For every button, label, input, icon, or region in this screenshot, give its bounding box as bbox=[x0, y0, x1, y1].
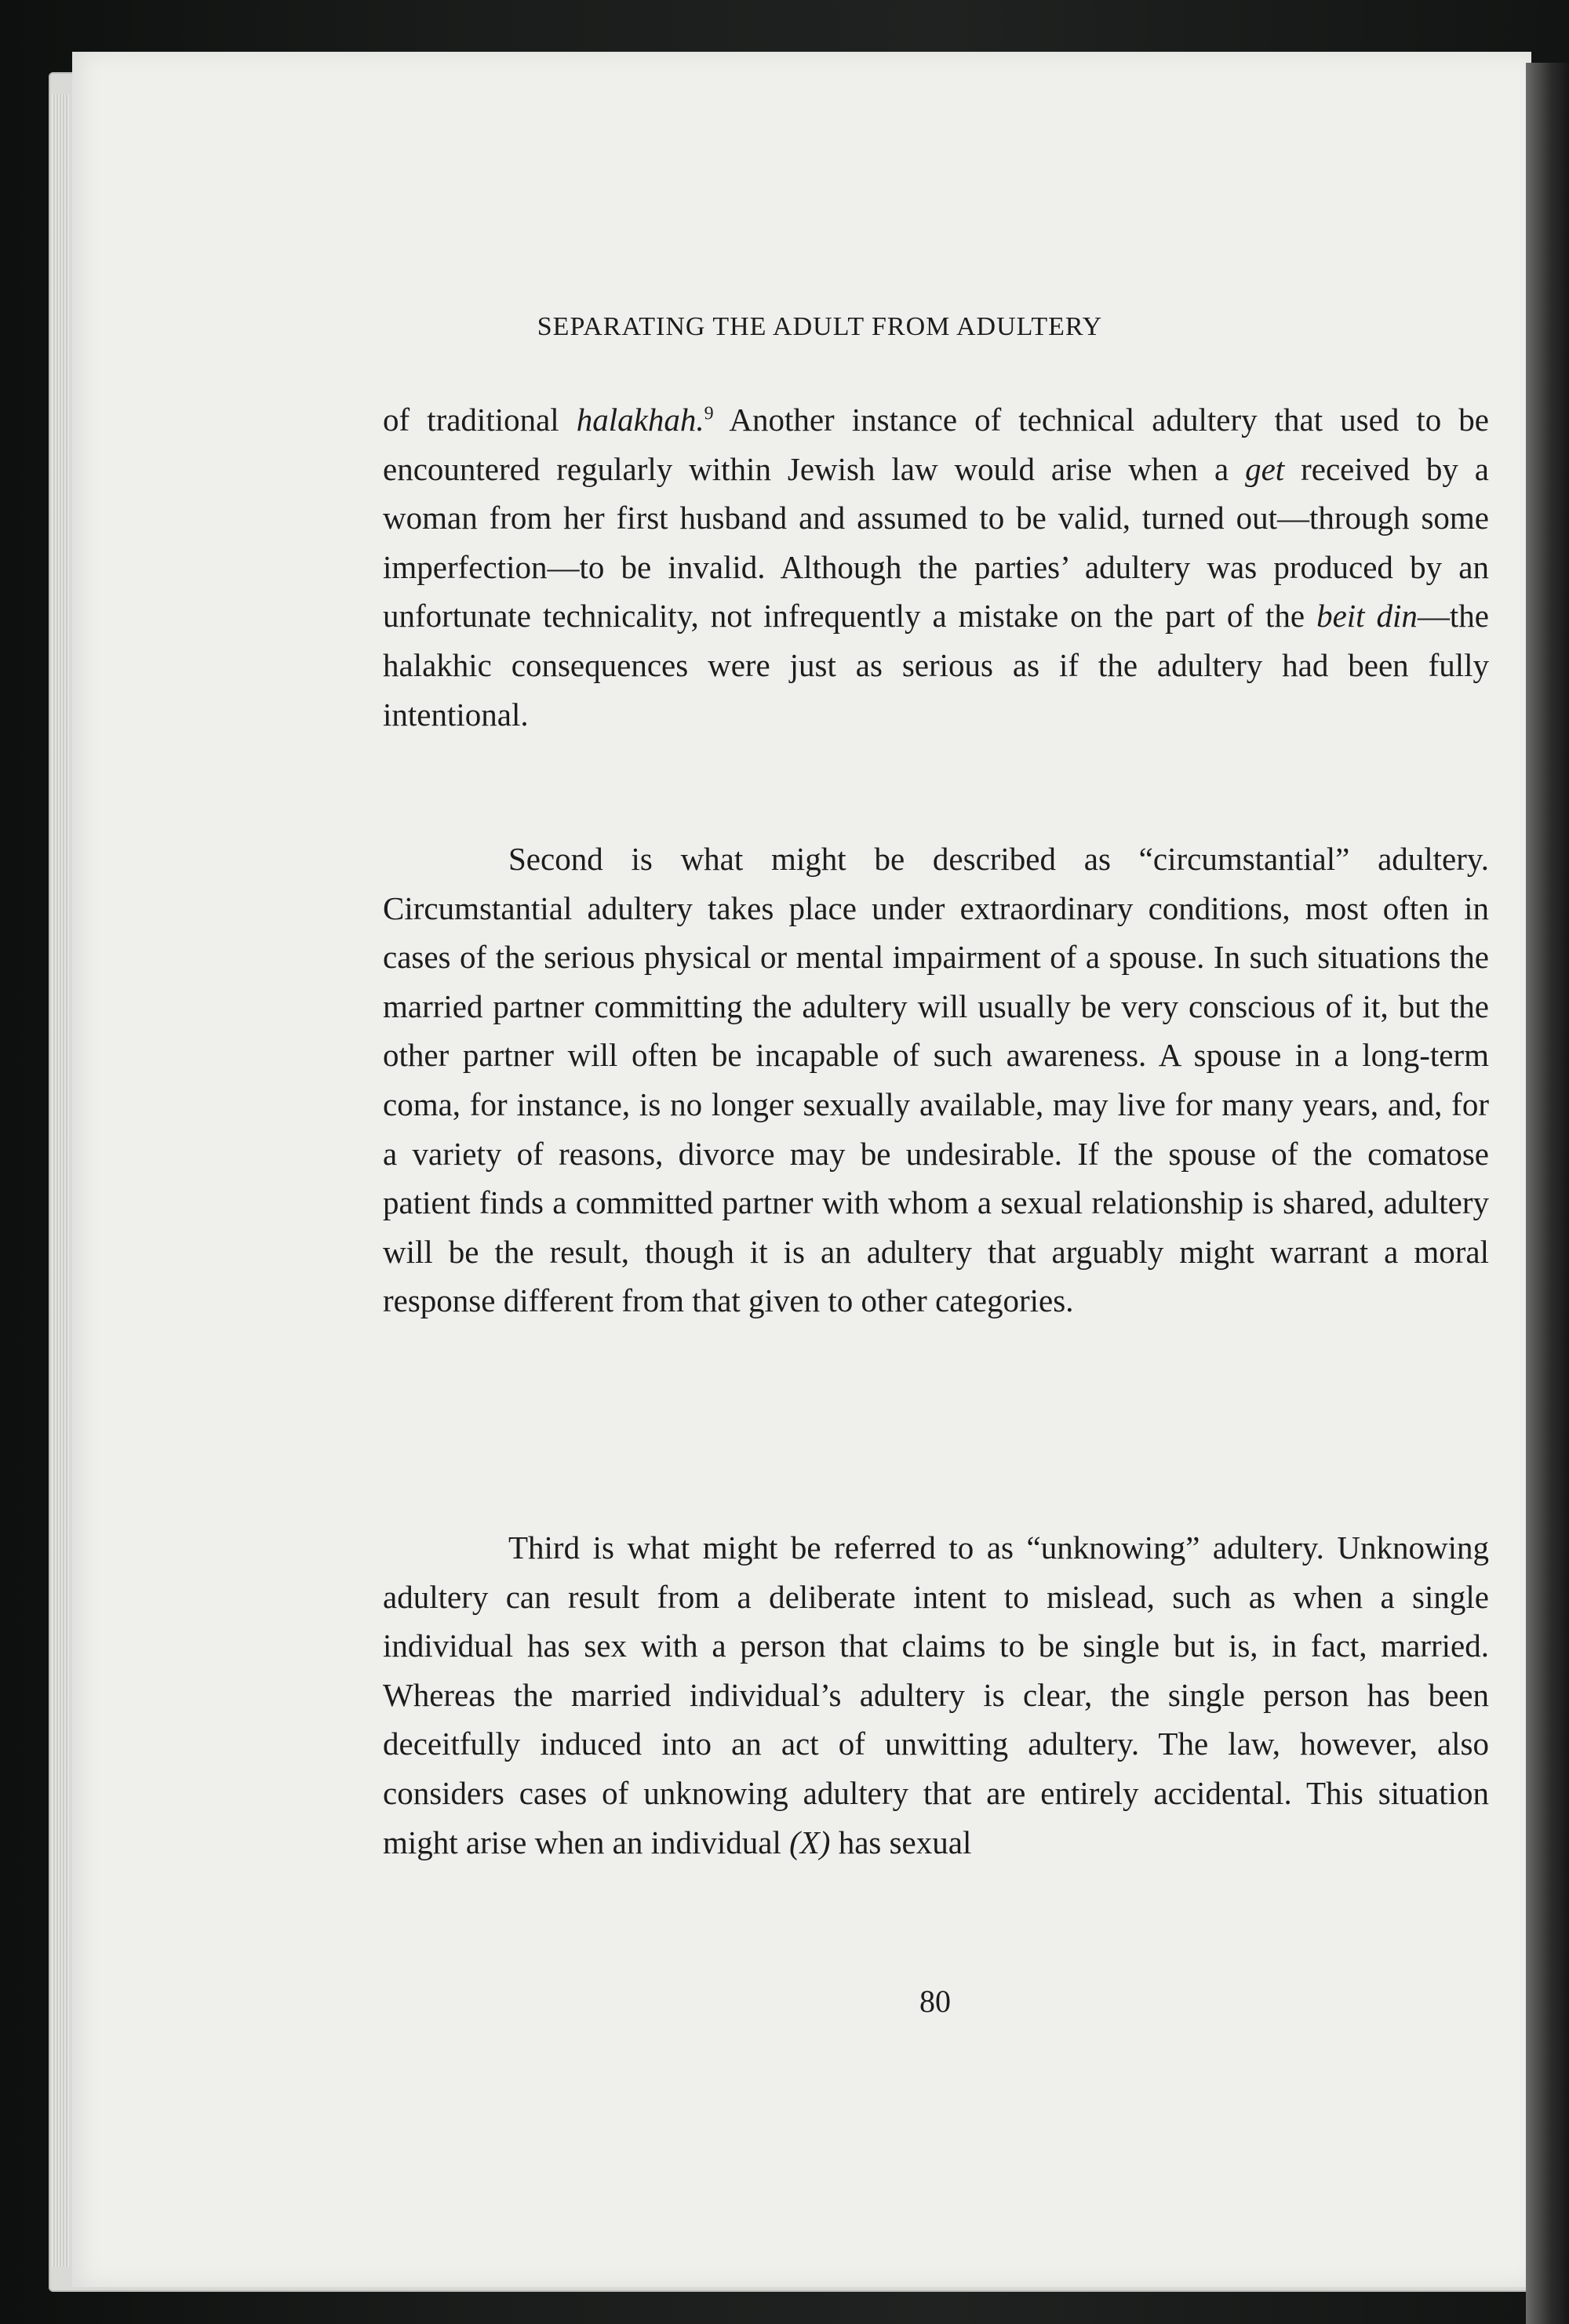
paragraph-1-text-b: Another instance of technical adultery that used to be encountered regularly within Jewish law would arise when a bbox=[383, 402, 1489, 487]
term-halakhah: halakhah. bbox=[576, 402, 704, 438]
term-beit-din: beit din bbox=[1316, 598, 1418, 635]
paragraph-1-text-c: received by a woman from her first husband and assumed to be valid, turned out—through some imperfection—to be invalid. Although the parties’ adultery was produced by an unfortunate technicality, not infrequently a mistake on the part of the bbox=[383, 450, 1489, 635]
paragraph-3-text-a: Third is what might be referred to as “unknowing” adultery. Unknowing adultery can result from a deliberate intent to mislead, such as when a single individual has sex with a person that claims to be single but is, in fact, married. Whereas the married individual’s adultery is clear, the single person has been deceitfully induced into an act of unwitting adultery. The law, however, also considers cases of unknowing adultery that are entirely accidental. This situation might arise when an individual bbox=[383, 1529, 1489, 1860]
paragraph-3-text-b: has sexual bbox=[830, 1824, 972, 1860]
paragraph-2-text: Second is what might be described as “circumstantial” adultery. Circumstantial adultery takes place under extraordinary conditions, most often in cases of the serious physical or mental impairment of a spouse. In such situations the married partner committing the adultery will usually be very conscious of it, but the other partner will often be incapable of such awareness. A spouse in a long-term coma, for instance, is no longer sexually available, may live for many years, and, for a variety of reasons, divorce may be undesirable. If the spouse of the comatose patient finds a committed partner with whom a sexual relationship is shared, adultery will be the result, though it is an adultery that arguably might warrant a moral response different from that given to other categories. bbox=[383, 841, 1489, 1319]
running-head: SEPARATING THE ADULT FROM ADULTERY bbox=[537, 312, 1103, 341]
paragraph-1-text-d: —the halakhic consequences were just as serious as if the adultery had been fully intentional. bbox=[383, 598, 1489, 733]
paragraph-3 bbox=[383, 1523, 1489, 1867]
term-get: get bbox=[1245, 450, 1285, 487]
binding-shadow bbox=[1526, 63, 1569, 2324]
page-edge-lines bbox=[52, 94, 69, 2267]
paragraph-1-text-a: of traditional bbox=[383, 402, 577, 438]
footnote-marker: 9 bbox=[704, 403, 714, 424]
variable-x: (X) bbox=[789, 1824, 831, 1860]
paragraph-2 bbox=[383, 835, 1489, 1326]
paragraph-1 bbox=[383, 395, 1489, 739]
page-number: 80 bbox=[919, 1984, 951, 2019]
